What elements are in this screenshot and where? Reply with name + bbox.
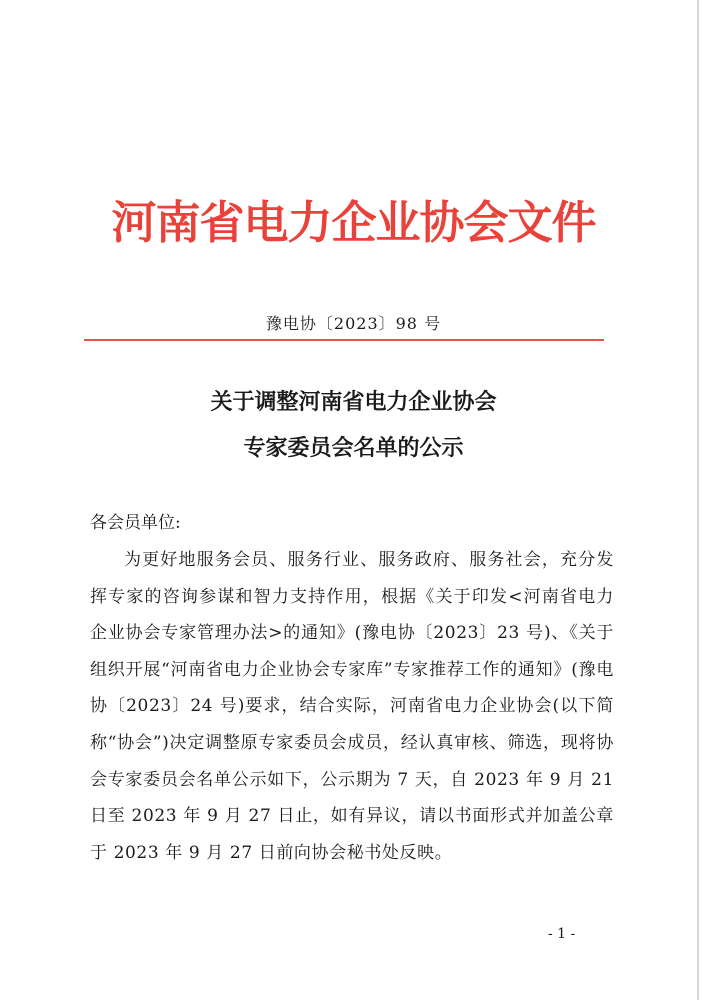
document-number: 豫电协〔2023〕98 号 [265,314,442,333]
body-paragraph: 为更好地服务会员、服务行业、服务政府、服务社会，充分发挥专家的咨询参谋和智力支持作用，根据《关于印发<河南省电力企业协会专家管理办法>的通知》(豫电协〔2023〕23 号)、《关于组织开展“河南省电力企业协会专家库”专家推荐工作的通知》(豫电协〔2023〕24 号)要求，结合实际，河南省电力企业协会(以下简称“协会”)决定调整原专家委员会成员，经认真审核、筛选，现将协会专家委员会名单公示如下，公示期为 7 天，自 2023 年 9 月 21 日至 2023 年 9 月 27 日止，如有异议，请以书面形式并加盖公章于 2023 年 9 月 27 日前向协会秘书处反映。 [90,550,614,863]
salutation: 各会员单位: [90,513,181,533]
notice-title-line-1: 关于调整河南省电力企业协会 [210,390,497,415]
document-header-title: 河南省电力企业协会文件 [111,196,596,249]
page-edge-shadow [697,0,699,1000]
notice-title-line-2: 专家委员会名单的公示 [243,436,464,461]
page-number: - 1 - [548,926,576,942]
header-divider-line [84,339,604,341]
